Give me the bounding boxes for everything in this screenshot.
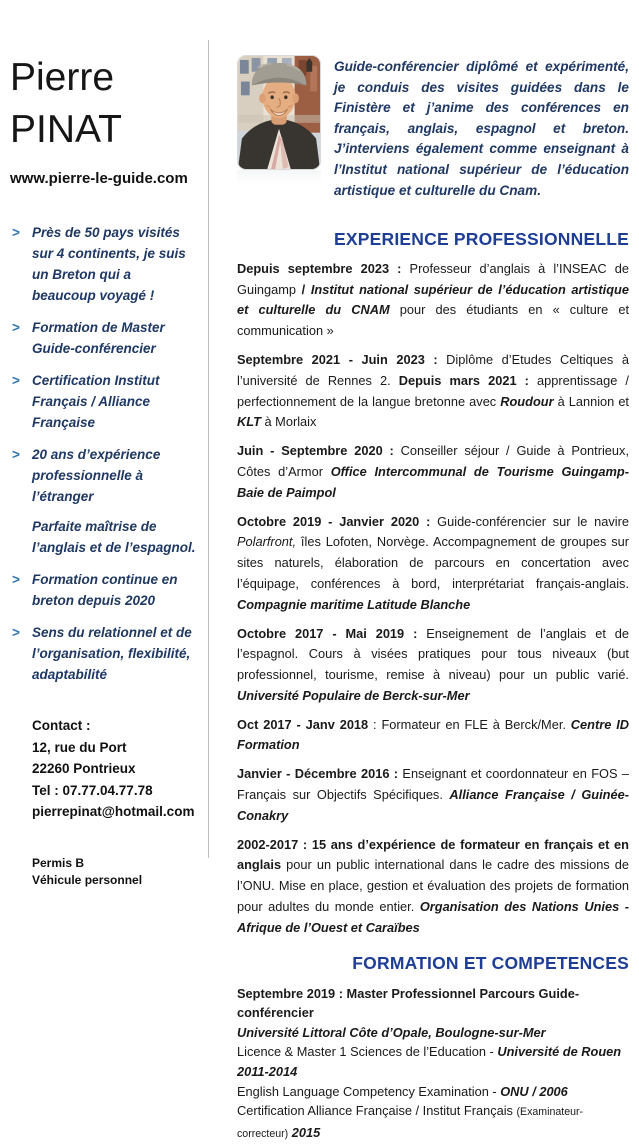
highlight-text: Sens du relationnel et de l’organisation, flexibilité, adaptabilité — [32, 625, 192, 682]
highlight-item — [10, 516, 198, 558]
extra-line: Véhicule personnel — [32, 872, 143, 887]
text-run: Certification Alliance Française / Institut Français — [237, 1103, 517, 1119]
text-run: Université Populaire de Berck-sur-Mer — [237, 687, 470, 703]
formation-line — [237, 984, 629, 1023]
text-run: Septembre 2021 - Juin 2023 : — [237, 351, 447, 367]
formation-line — [237, 1023, 629, 1043]
extra-line: Permis B — [32, 855, 85, 870]
text-run: Université Littoral Côte d’Opale, Boulogne-sur-Mer — [237, 1024, 546, 1040]
contact-block — [32, 715, 198, 823]
highlight-text: Formation de Master Guide-conférencier — [32, 320, 165, 356]
text-run: Alliance Française / Guinée-Conakry — [237, 787, 629, 823]
bullet-marker: > — [12, 447, 20, 462]
contact-line: 12, rue du Port — [32, 739, 127, 755]
text-run: pour des étudiants en « culture et communication » — [237, 302, 630, 339]
text-run: Depuis mars 2021 : — [398, 372, 537, 388]
experience-entries — [237, 259, 629, 939]
highlights-list — [10, 222, 198, 685]
experience-entry — [237, 835, 629, 939]
text-run: ONU / 2006 — [500, 1083, 568, 1099]
portrait-photo — [237, 55, 321, 170]
highlight-item — [10, 317, 198, 359]
last-name: PINAT — [10, 108, 122, 151]
text-run: Septembre 2019 : Master Professionnel Parcours Guide-conférencier — [237, 985, 580, 1021]
experience-entry — [237, 764, 629, 826]
formation-section-title: FORMATION ET COMPETENCES — [352, 952, 629, 973]
sidebar — [10, 52, 198, 889]
text-run: (Examinateur-correcteur) — [237, 1106, 584, 1140]
experience-entry — [237, 512, 629, 616]
highlight-text: Certification Institut Français / Alliance Française — [32, 373, 160, 430]
highlight-item — [10, 444, 198, 507]
text-run: Organisation des Nations Unies - Afrique de l’Ouest et Caraïbes — [237, 899, 629, 935]
text-run: English Language Competency Examination - — [237, 1083, 501, 1099]
text-run: Guide-conférencier sur le navire — [437, 513, 629, 529]
text-run: Conseiller séjour / Guide à Pontrieux, Côtes d’Armor — [237, 443, 629, 479]
page-title — [10, 52, 198, 156]
column-divider — [208, 40, 209, 858]
bullet-marker: > — [12, 225, 20, 240]
website-link[interactable]: www.pierre-le-guide.com — [10, 170, 188, 187]
text-run: pour un public international dans le cadre des missions de l’ONU. Mise en place, gestion et évaluation des projets de formation pour adultes du monde entier. — [237, 857, 629, 915]
bullet-marker: > — [12, 373, 20, 388]
text-run: Oct 2017 - Janv 2018 — [237, 716, 369, 732]
photo-container — [237, 55, 321, 215]
text-run: Licence & Master 1 Sciences de l’Education - — [237, 1044, 498, 1060]
contact-lines — [32, 737, 198, 802]
photo-reflection — [237, 170, 321, 185]
formation-line — [237, 1082, 629, 1102]
text-run: Juin - Septembre 2020 : — [237, 443, 401, 459]
text-run: : Formateur en FLE à Berck/Mer. — [368, 716, 571, 732]
experience-section-title: EXPERIENCE PROFESSIONNELLE — [334, 228, 629, 249]
text-run: Institut national supérieur de l’éducation artistique et culturelle du CNAM — [237, 281, 629, 318]
text-run: Octobre 2017 - Mai 2019 : — [237, 625, 427, 641]
contact-line: 22260 Pontrieux — [32, 761, 136, 776]
main-column — [237, 55, 629, 1144]
highlight-item — [10, 569, 198, 611]
highlight-text: Près de 50 pays visités sur 4 continents, je suis un Breton qui a beaucoup voyagé ! — [32, 225, 186, 303]
text-run: Polarfront, — [237, 534, 297, 550]
text-run: Office Intercommunal de Tourisme Guingamp-Baie de Paimpol — [237, 463, 629, 500]
first-name: Pierre — [10, 56, 115, 99]
experience-entry — [237, 350, 629, 433]
formation-line — [237, 1101, 629, 1144]
experience-entry — [237, 624, 629, 707]
text-run: Depuis septembre 2023 : — [237, 260, 410, 276]
bullet-marker: > — [12, 625, 20, 640]
portrait-illustration — [238, 56, 320, 169]
text-run: îles Lofoten, Norvège. Accompagnement de groupes sur sites naturels, élaboration de parcours en concertation avec l’équipage, conférences à bord, interprétariat français-anglais. — [237, 534, 629, 591]
text-run: Professeur d’anglais à l’INSEAC de Guingamp — [237, 260, 630, 297]
text-run: Diplôme d’Etudes Celtiques à l’université de Rennes 2. — [237, 351, 629, 388]
text-run: Janvier - Décembre 2016 : — [237, 766, 403, 782]
formation-lines — [237, 984, 629, 1144]
text-run: / — [301, 281, 311, 297]
bullet-marker: > — [12, 572, 20, 587]
highlight-item — [10, 622, 198, 685]
header-row — [237, 55, 629, 215]
highlight-text: Parfaite maîtrise de l’anglais et de l’espagnol. — [32, 519, 196, 555]
contact-line: Tel : 07.77.04.77.78 — [32, 782, 153, 798]
highlight-text: Formation continue en breton depuis 2020 — [32, 572, 178, 608]
extras-block — [32, 855, 198, 889]
experience-entry — [237, 441, 629, 503]
text-run: à Morlaix — [260, 414, 317, 430]
text-run: Centre ID Formation — [237, 716, 629, 753]
text-run: KLT — [237, 414, 261, 430]
text-run: Roudour — [500, 393, 554, 409]
bullet-marker: > — [12, 320, 20, 335]
formation-line — [237, 1042, 629, 1081]
experience-entry — [237, 259, 629, 342]
text-run: Enseignant et coordonnateur en FOS – Français sur Objectifs Spécifiques. — [237, 766, 629, 803]
text-run: 2015 — [291, 1124, 321, 1140]
text-run: 2002-2017 : 15 ans d’expérience de formateur en français et en anglais — [237, 836, 629, 873]
text-run: Université de Rouen 2011-2014 — [237, 1044, 622, 1080]
highlight-item — [10, 370, 198, 433]
text-run: à Lannion et — [553, 393, 629, 409]
contact-heading: Contact : — [32, 718, 91, 733]
text-run: Enseignement de l’anglais et de l’espagnol. Cours à visées pratiques pour tous niveaux (but professionnel, tourisme, remise à niveau) pour un public varié. — [237, 625, 630, 683]
highlight-text: 20 ans d’expérience professionnelle à l’étranger — [32, 447, 161, 504]
text-run: apprentissage / perfectionnement de la langue bretonne avec — [237, 372, 629, 409]
email-link[interactable]: pierrepinat@hotmail.com — [32, 804, 195, 819]
experience-entry — [237, 715, 629, 757]
text-run: Octobre 2019 - Janvier 2020 : — [237, 513, 438, 529]
intro-paragraph: Guide-conférencier diplômé et expérimenté, je conduis des visites guidées dans le Finistère et j’anime des conférences en français, anglais, espagnol et breton. J’interviens également comme enseignant à l’Institut national supérieur de l’éducation artistique et culturelle du Cnam. — [334, 59, 629, 198]
highlight-item — [10, 222, 198, 306]
text-run: Compagnie maritime Latitude Blanche — [237, 596, 471, 612]
